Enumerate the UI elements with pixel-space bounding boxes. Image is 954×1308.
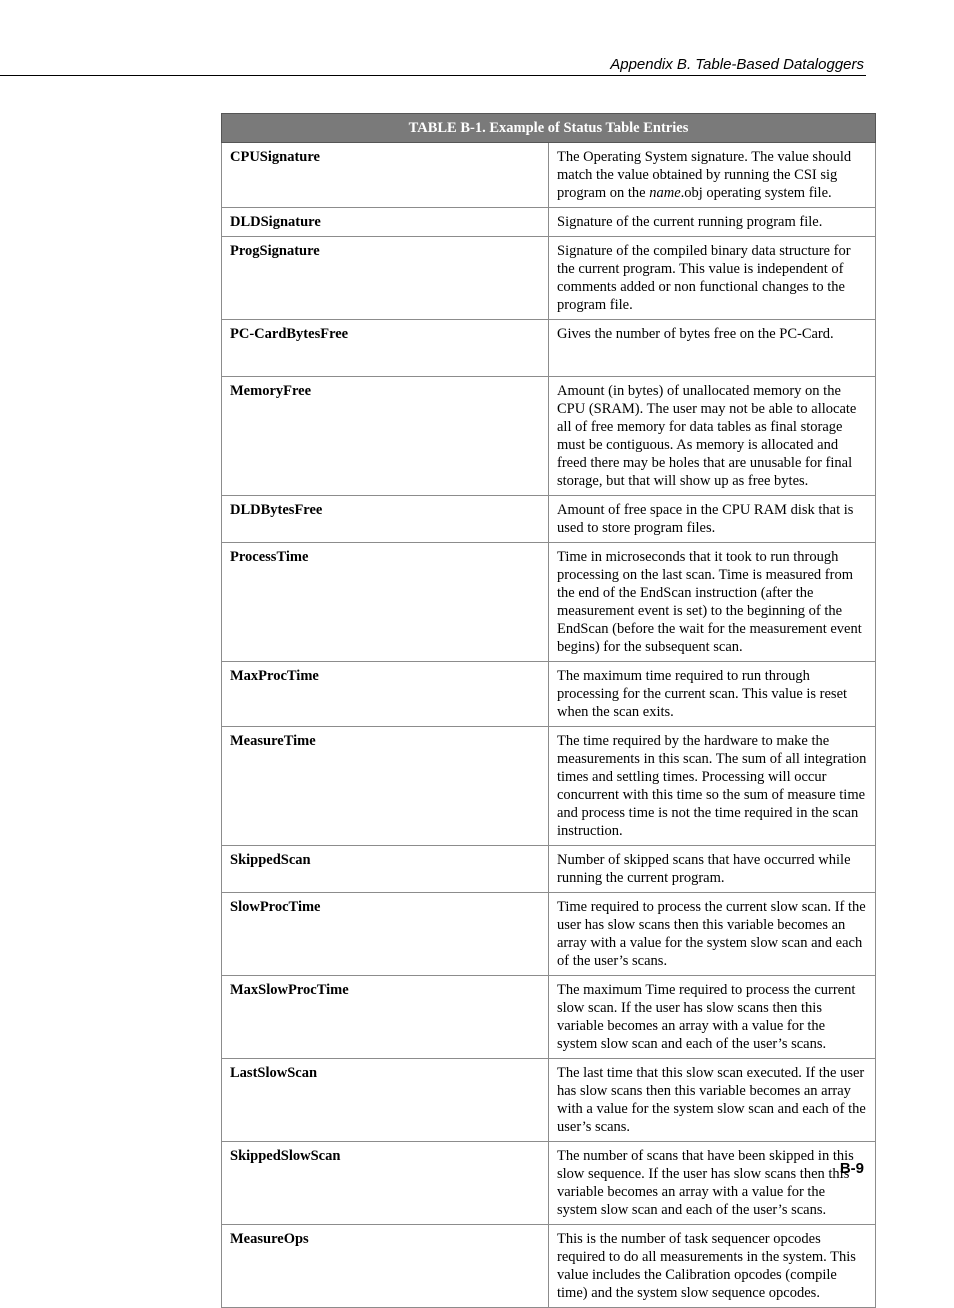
entry-description: Number of skipped scans that have occurred while running the current program. [549,846,876,893]
table-row [222,143,876,208]
table-row [222,496,876,543]
entry-name: PC-CardBytesFree [222,320,549,377]
entry-description: This is the number of task sequencer opcodes required to do all measurements in the system. This value includes the Calibration opcodes (compile time) and the system slow sequence opcodes. [549,1225,876,1308]
table-row [222,543,876,662]
entry-name: MeasureTime [222,727,549,846]
entry-description: Gives the number of bytes free on the PC-Card. [549,320,876,377]
description-text: The Operating System signature. The value should match the value obtained by running the CSI sig program on the [557,149,852,201]
entry-name: SkippedSlowScan [222,1142,549,1225]
table-row [222,237,876,320]
page-number: B-9 [839,1160,864,1177]
entry-description: Time required to process the current slow scan. If the user has slow scans then this variable becomes an array with a value for the system slow scan and each of the user’s scans. [549,893,876,976]
running-header: Appendix B. Table-Based Dataloggers [610,56,864,73]
entry-name: DLDBytesFree [222,496,549,543]
table-row [222,377,876,496]
entry-description: The maximum time required to run through processing for the current scan. This value is reset when the scan exits. [549,662,876,727]
entry-name: MemoryFree [222,377,549,496]
entry-name: MaxSlowProcTime [222,976,549,1059]
description-text: .obj operating system file. [680,185,832,201]
table-row [222,846,876,893]
table-row [222,893,876,976]
entry-name: MaxProcTime [222,662,549,727]
status-table [221,113,876,1308]
table-row [222,1225,876,1308]
entry-description: Amount of free space in the CPU RAM disk that is used to store program files. [549,496,876,543]
table-caption: TABLE B-1. Example of Status Table Entries [222,114,876,143]
entry-description: Signature of the compiled binary data structure for the current program. This value is independent of comments added or non functional changes to the program file. [549,237,876,320]
entry-description: The time required by the hardware to make the measurements in this scan. The sum of all integration times and settling times. Processing will occur concurrent with this time so the sum of measure time and process time is not the time required in the scan instruction. [549,727,876,846]
entry-name: SlowProcTime [222,893,549,976]
entry-description: Amount (in bytes) of unallocated memory on the CPU (SRAM). The user may not be able to allocate all of free memory for data tables as final storage must be contiguous. As memory is allocated and freed there may be holes that are unusable for final storage, but that will show up as free bytes. [549,377,876,496]
entry-name: MeasureOps [222,1225,549,1308]
entry-description: The maximum Time required to process the current slow scan. If the user has slow scans then this variable becomes an array with a value for the system slow scan and each of the user’s scans. [549,976,876,1059]
entry-name: ProgSignature [222,237,549,320]
entry-description: The number of scans that have been skipped in this slow sequence. If the user has slow scans then this variable becomes an array with a value for the system slow scan and each of the user’s scans. [549,1142,876,1225]
table-row [222,1059,876,1142]
entry-name: DLDSignature [222,208,549,237]
entry-description: Signature of the current running program file. [549,208,876,237]
entry-name: SkippedScan [222,846,549,893]
entry-name: ProcessTime [222,543,549,662]
description-emphasis: name [649,185,681,201]
entry-description [549,143,876,208]
entry-description: The last time that this slow scan executed. If the user has slow scans then this variable becomes an array with a value for the system slow scan and each of the user’s scans. [549,1059,876,1142]
entry-name: LastSlowScan [222,1059,549,1142]
table-row [222,976,876,1059]
entry-name: CPUSignature [222,143,549,208]
entry-description: Time in microseconds that it took to run through processing on the last scan. Time is measured from the end of the EndScan instruction (after the measurement event is set) to the beginning of the EndScan (before the wait for the measurement event begins) for the subsequent scan. [549,543,876,662]
table-row [222,320,876,377]
header-rule [0,75,866,76]
table-caption-row [222,114,876,143]
table-row [222,727,876,846]
table-row [222,662,876,727]
table-row [222,208,876,237]
table-row [222,1142,876,1225]
